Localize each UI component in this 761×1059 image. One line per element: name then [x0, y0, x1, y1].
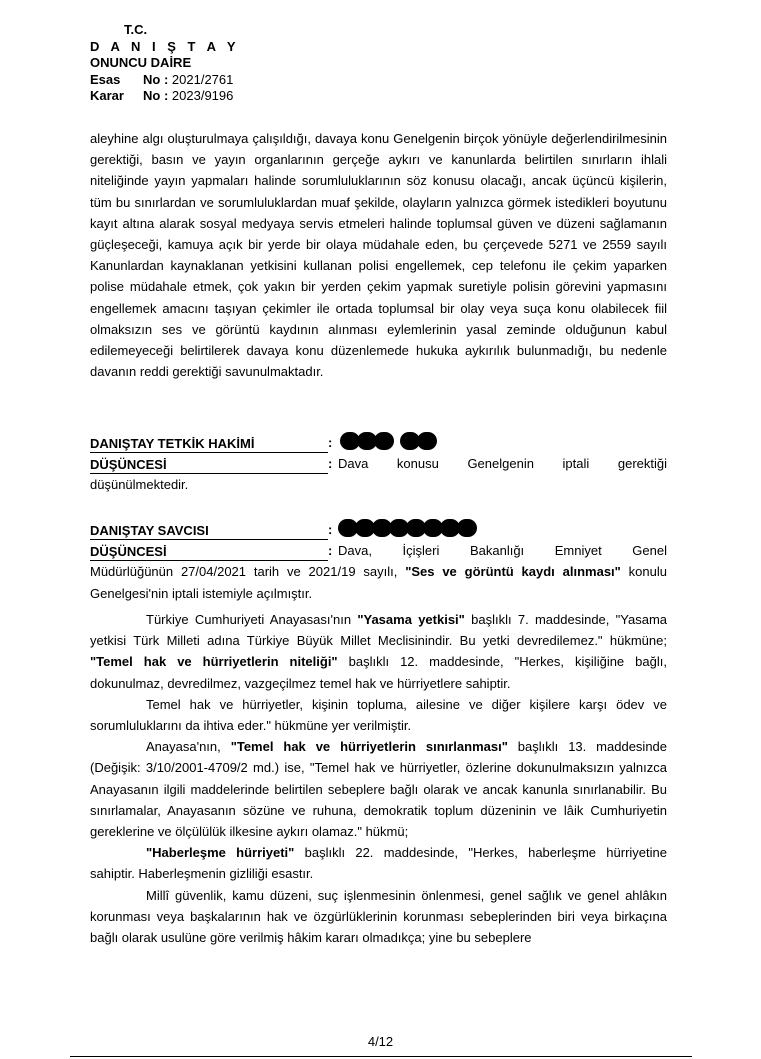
bold-text: "Temel hak ve hürriyetlerin sınırlanması" — [230, 739, 508, 755]
intro-text: aleyhine algı oluşturulmaya çalışıldığı, davaya konu Genelgenin birçok yönüyle değerlendirilmesinin gerektiği, basın ve yayın organlarının gerçeğe aykırı ve kanunlarda belirtilen sınırların ihlali niteliğinde yayın yapmaları halinde sorumluluklarının söz konusu olacağı, ancak üçüncü kişilerin, tüm bu sınırlardan ve sorumluluklardan muaf şekilde, olayların yalnızca görmek istedikleri boyutunu kayıt altına alarak sosyal medyaya servis etmeleri halinde toplumsal güven ve düzeni sağlamanın güçleşeceği, kamuya açık bir yerde bir olaya müdahale eden, bu çerçevede 5271 ve 2559 sayılı Kanunlardan kaynaklanan yetkisini kullanan polisi engellemek, cep telefonu ile çekim yaparken polise müdahale etmek, çok yakın bir yerden çekim yapmak suretiyle polisin görevini yapmasını engellemek amacını taşıyan çekimler ile ortada toplumsal bir olay veya suça konu olabilecek fiil olmaksızın ses ve görüntü kaydının alınması eylemlerinin yasal zeminde olduğunun kabul edilemeyeceği belirtilerek davaya konu düzenlemede hukuka aykırılık bulunmadığı, bu nedenle davanın reddi gerektiği savunulmaktadır. — [90, 131, 667, 380]
page-number: 4/12 — [367, 1034, 394, 1049]
redacted-name — [340, 432, 434, 453]
tetkik-opinion-row — [90, 453, 667, 474]
savci-opinion-first: Dava, İçişleri Bakanlığı Emniyet Genel — [338, 543, 667, 559]
bold-text: "Temel hak ve hürriyetlerin niteliği" — [90, 654, 338, 670]
savci-opinion-colon: : — [328, 543, 333, 559]
chamber-name: ONUNCU DAİRE — [90, 55, 192, 70]
tetkik-section — [90, 432, 667, 496]
tetkik-opinion-first: Dava konusu Genelgenin iptali gerektiği — [338, 456, 667, 472]
body-paragraph — [90, 694, 667, 736]
savci-section — [90, 519, 667, 604]
bold-text: "Haberleşme hürriyeti" — [146, 845, 295, 861]
bold-text: "Yasama yetkisi" — [357, 612, 465, 627]
text: başlıklı 13. maddesinde (Değişik: 3/10/2001-4709/2 md.) ise, "Temel hak ve hürriyetler, özlerine dokunulmaksızın yalnızca Anayasanın ilgili maddelerinde belirtilen sebeplere bağlı olarak ve ancak kanunla sınırlanabilir. Bu sınırlamalar, Anayasanın sözüne ve ruhuna, demokratik toplum düzeninin ve lâik Cumhuriyetin gereklerine ve ölçülülük ilkesine aykırı olamaz." hükmü; — [90, 739, 668, 840]
tetkik-opinion-label: DÜŞÜNCESİ — [90, 457, 328, 474]
text: Anayasa'nın, — [146, 739, 231, 755]
text: Türkiye Cumhuriyeti Anayasası'nın — [146, 612, 358, 627]
savci-opinion-text: Müdürlüğünün 27/04/2021 tarih ve 2021/19 sayılı, — [90, 564, 406, 580]
esas-number: 2021/2761 — [171, 71, 234, 87]
redacted-name — [338, 519, 474, 540]
savci-opinion-row — [90, 540, 667, 561]
tetkik-label: DANIŞTAY TETKİK HAKİMİ — [90, 436, 328, 453]
document-header — [90, 22, 240, 105]
karar-number: 2023/9196 — [171, 88, 234, 103]
text: Millî güvenlik, kamu düzeni, suç işlenmesinin önlenmesi, genel sağlık ve genel ahlâkın korunması veya başkalarının hak ve özgürlüklerinin korunması sebeplerinden biri veya birkaçına bağlı olarak usulüne göre verilmiş hâkim kararı olmadıkça; yine bu sebeplere — [90, 887, 667, 946]
text: başlıklı 7. maddesinde, "Yasama yetkisi Türk Milleti adına Türkiye Büyük Millet Meclisinindir. Bu yetki devredilemez." hükmüne; — [90, 612, 667, 649]
tetkik-opinion-colon: : — [328, 456, 333, 472]
body-paragraph — [90, 885, 667, 949]
body-text — [90, 609, 667, 948]
savci-label: DANIŞTAY SAVCISI — [90, 523, 328, 540]
court-name: D A N I Ş T A Y — [90, 38, 240, 54]
karar-label: Karar — [90, 88, 124, 103]
tetkik-colon: : — [328, 435, 333, 450]
text: Temel hak ve hürriyetler, kişinin topluma, ailesine ve diğer kişilere karşı ödev ve sorumluluklarını da ihtiva eder." hükmüne yer verilmiştir. — [90, 696, 667, 734]
savci-opinion-rest — [90, 561, 667, 603]
text: başlıklı 22. maddesinde, "Herkes, haberleşme hürriyetine sahiptir. Haberleşmenin gizliliği esastır. — [90, 845, 667, 882]
text: başlıklı 12. maddesinde, "Herkes, kişiliğine bağlı, dokunulmaz, devredilmez, vazgeçilmez temel hak ve hürriyetlere sahiptir. — [90, 654, 667, 691]
genelge-title: "Ses ve görüntü kaydı alınması" — [405, 564, 621, 580]
body-paragraph — [90, 609, 667, 694]
intro-paragraph — [90, 128, 667, 382]
karar-no-label: No : — [143, 88, 169, 103]
body-paragraph — [90, 736, 667, 842]
tetkik-row — [90, 432, 667, 453]
savci-opinion-text: konulu Genelgesi'nin iptali istemiyle açılmıştır. — [90, 564, 667, 601]
savci-colon: : — [328, 522, 333, 537]
esas-no-label: No : — [143, 71, 169, 87]
esas-row — [90, 72, 240, 89]
karar-row — [90, 88, 240, 105]
body-paragraph — [90, 842, 667, 884]
footer-divider — [70, 1056, 692, 1057]
savci-opinion-label: DÜŞÜNCESİ — [90, 544, 328, 561]
tetkik-opinion-rest: düşünülmektedir. — [90, 477, 189, 493]
savci-row — [90, 519, 667, 540]
esas-label: Esas — [90, 71, 121, 87]
tc-label: T.C. — [124, 22, 148, 37]
